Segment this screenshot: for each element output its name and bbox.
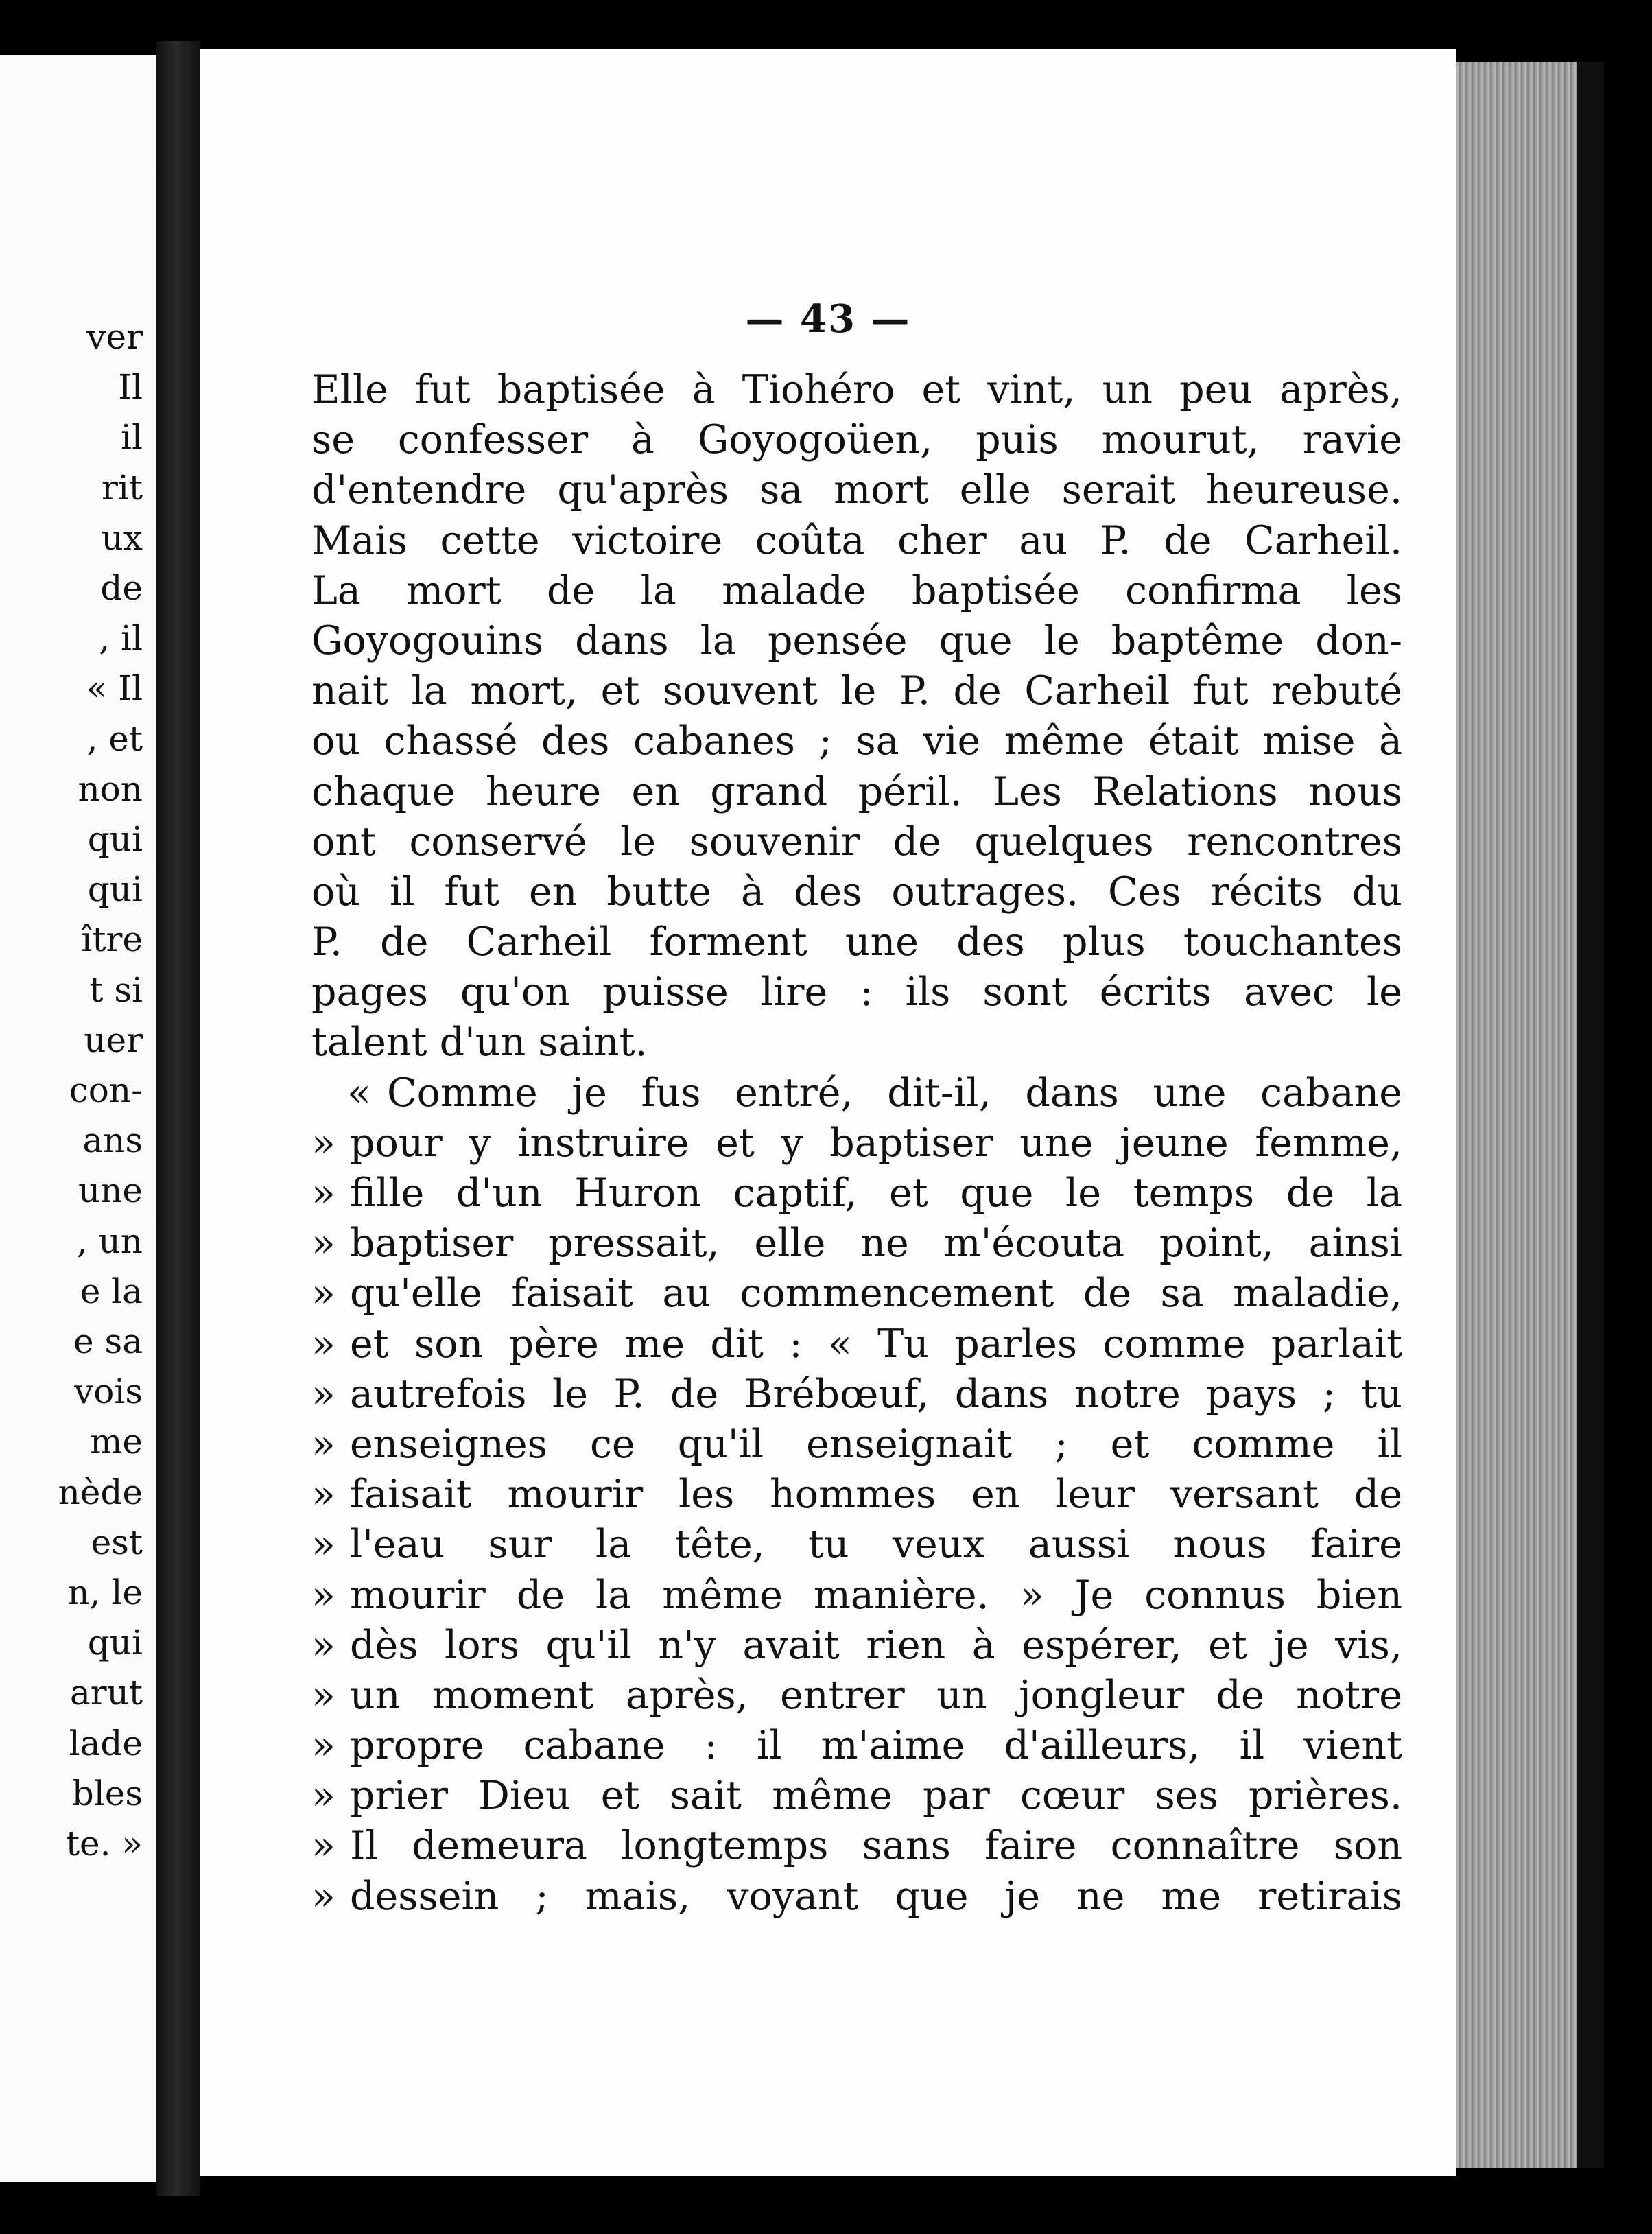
text-line: ou chassé des cabanes ; sa vie même était mise à <box>311 718 1402 764</box>
quote-mark: « <box>347 1070 371 1116</box>
quote-line <box>311 1571 1402 1621</box>
text-line: nait la mort, et souvent le P. de Carheil fut rebuté <box>311 668 1402 714</box>
text-line: d'entendre qu'après sa mort elle serait heureuse. <box>311 467 1402 513</box>
quote-line <box>311 1621 1402 1671</box>
left-page-fragment: uer <box>84 1020 143 1060</box>
quote-mark: » <box>311 1773 335 1819</box>
quote-text: dès lors qu'il n'y avait rien à espérer, et je vis, <box>350 1622 1402 1668</box>
quote-text: pour y instruire et y baptiser une jeune femme, <box>350 1120 1402 1166</box>
main-page <box>200 49 1456 2176</box>
page-edges <box>1456 62 1577 2168</box>
text-line: Elle fut baptisée à Tiohéro et vint, un peu après, <box>311 367 1402 412</box>
quote-mark: » <box>311 1221 335 1267</box>
left-page-fragment: « Il <box>86 668 143 709</box>
quote-mark: » <box>311 1622 335 1668</box>
left-page-fragment: e la <box>80 1271 143 1311</box>
quote-text: qu'elle faisait au commencement de sa maladie, <box>350 1271 1402 1317</box>
quote-text: Il demeura longtemps sans faire connaître son <box>350 1823 1402 1869</box>
quote-mark: » <box>311 1421 335 1467</box>
left-page-fragment: lade <box>69 1723 143 1763</box>
text-line: Goyogouins dans la pensée que le baptême don- <box>311 618 1402 663</box>
quote-mark: » <box>311 1371 335 1417</box>
quote-mark: » <box>311 1120 335 1166</box>
page-number: — 43 — <box>745 296 911 342</box>
quote-mark: » <box>311 1823 335 1869</box>
left-page-fragment: te. » <box>65 1824 143 1863</box>
quote-mark: » <box>311 1171 335 1216</box>
left-page-fragment: rit <box>102 467 143 508</box>
page-edges-shadow <box>1577 62 1604 2168</box>
text-line: pages qu'on puisse lire : ils sont écrits avec le <box>311 969 1402 1015</box>
quote-mark: » <box>311 1522 335 1568</box>
quote-text: autrefois le P. de Brébœuf, dans notre pays ; tu <box>350 1371 1402 1417</box>
quote-mark: » <box>311 1321 335 1367</box>
left-page-fragment: con- <box>69 1070 143 1110</box>
left-page-fragment: il <box>121 417 143 458</box>
left-page-fragment: arut <box>69 1673 143 1713</box>
left-page-fragment: , il <box>99 618 143 659</box>
quote-text: mourir de la même manière. » Je connus bien <box>350 1572 1402 1618</box>
quote-line <box>311 1420 1402 1470</box>
quote-mark: » <box>311 1672 335 1718</box>
left-page-fragment: est <box>91 1522 143 1562</box>
quote-line <box>311 1068 1402 1118</box>
quote-text: dessein ; mais, voyant que je ne me retirais <box>350 1873 1402 1919</box>
quote-text: baptiser pressait, elle ne m'écouta point, ainsi <box>350 1221 1402 1267</box>
quote-line <box>311 1168 1402 1219</box>
quote-line <box>311 1520 1402 1570</box>
left-page-fragment: non <box>78 768 143 809</box>
left-page-fragment: t si <box>89 969 143 1010</box>
left-facing-page <box>0 55 156 2182</box>
left-page-fragment: Il <box>118 367 143 408</box>
left-page-fragment: qui <box>87 869 143 910</box>
text-line: se confesser à Goyogoüen, puis mourut, ravie <box>311 417 1402 463</box>
quote-text: fille d'un Huron captif, et que le temps de la <box>350 1171 1402 1216</box>
left-page-fragment: , et <box>86 718 143 759</box>
quote-text: un moment après, entrer un jongleur de notre <box>350 1672 1402 1718</box>
book-spine <box>156 41 200 2196</box>
quote-mark: » <box>311 1472 335 1518</box>
text-line: où il fut en butte à des outrages. Ces récits du <box>311 869 1402 915</box>
text-line: ont conservé le souvenir de quelques rencontres <box>311 819 1402 865</box>
left-page-fragment: vois <box>74 1372 143 1412</box>
left-page-fragment: ans <box>82 1120 143 1161</box>
quote-line <box>311 1721 1402 1771</box>
quote-text: l'eau sur la tête, tu veux aussi nous faire <box>350 1522 1402 1568</box>
left-page-fragment: bles <box>71 1773 143 1813</box>
left-page-fragment: ux <box>101 517 143 558</box>
text-line: P. de Carheil forment une des plus touchantes <box>311 919 1402 965</box>
text-line: talent d'un saint. <box>311 1020 648 1066</box>
quote-text: et son père me dit : « Tu parles comme parlait <box>350 1321 1402 1367</box>
text-block <box>311 365 1402 1922</box>
left-page-fragment: e sa <box>73 1321 143 1361</box>
quote-line <box>311 1470 1402 1520</box>
quote-text: prier Dieu et sait même par cœur ses prières. <box>350 1773 1402 1819</box>
quote-text: Comme je fus entré, dit-il, dans une cabane <box>387 1070 1402 1116</box>
left-page-fragment: qui <box>87 819 143 859</box>
quote-mark: » <box>311 1271 335 1317</box>
left-page-fragment: , un <box>76 1221 143 1261</box>
quote-line <box>311 1872 1402 1922</box>
left-page-fragment: ître <box>81 919 143 960</box>
quote-line <box>311 1821 1402 1871</box>
quote-line <box>311 1319 1402 1369</box>
quote-mark: » <box>311 1572 335 1618</box>
quote-line <box>311 1118 1402 1168</box>
left-page-fragment: ver <box>86 317 143 357</box>
left-page-fragment: me <box>89 1422 143 1462</box>
left-page-fragment: nède <box>58 1472 143 1512</box>
left-page-fragment: de <box>100 568 143 608</box>
quote-mark: » <box>311 1873 335 1919</box>
quote-line <box>311 1369 1402 1420</box>
left-page-fragment: n, le <box>67 1573 143 1612</box>
text-line: chaque heure en grand péril. Les Relations nous <box>311 768 1402 814</box>
text-line: La mort de la malade baptisée confirma les <box>311 567 1402 613</box>
left-page-fragment: une <box>78 1171 143 1211</box>
quote-text: propre cabane : il m'aime d'ailleurs, il vient <box>350 1723 1402 1769</box>
text-line: Mais cette victoire coûta cher au P. de Carheil. <box>311 517 1402 563</box>
quote-line <box>311 1671 1402 1721</box>
quote-text: enseignes ce qu'il enseignait ; et comme il <box>350 1421 1402 1467</box>
quote-line <box>311 1771 1402 1821</box>
quote-text: faisait mourir les hommes en leur versant de <box>350 1472 1402 1518</box>
quote-line <box>311 1219 1402 1269</box>
left-page-fragment: qui <box>87 1623 143 1663</box>
quote-mark: » <box>311 1723 335 1769</box>
quote-line <box>311 1269 1402 1319</box>
